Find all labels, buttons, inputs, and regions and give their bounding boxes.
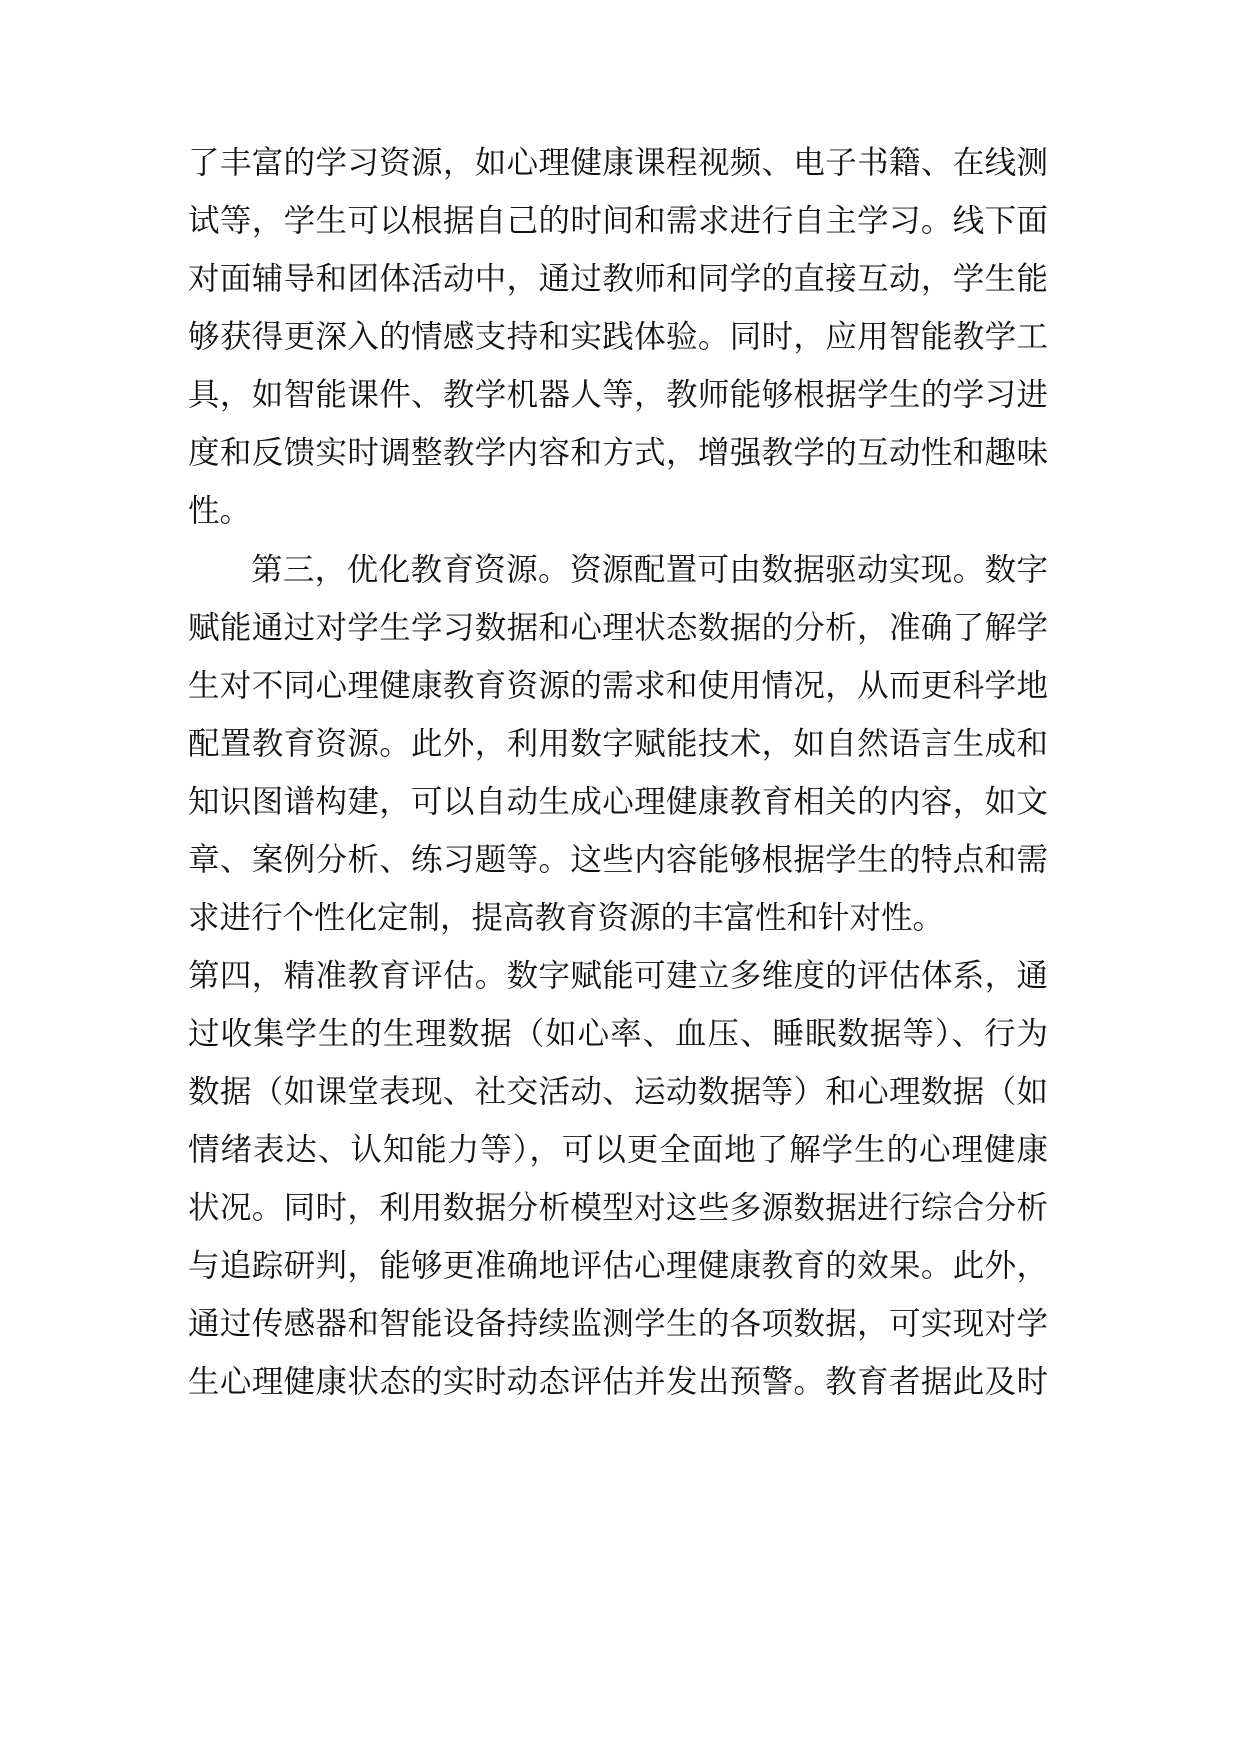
text-line: 生心理健康状态的实时动态评估并发出预警。教育者据此及时 (188, 1364, 1048, 1400)
text-line: 了丰富的学习资源，如心理健康课程视频、电子书籍、在线测 (188, 145, 1048, 181)
text-line: 知识图谱构建，可以自动生成心理健康教育相关的内容，如文 (188, 784, 1048, 820)
text-line: 试等，学生可以根据自己的时间和需求进行自主学习。线下面 (188, 203, 1048, 239)
text-line: 对面辅导和团体活动中，通过教师和同学的直接互动，学生能 (188, 261, 1048, 297)
text-line: 求进行个性化定制，提高教育资源的丰富性和针对性。 (188, 900, 945, 936)
text-line: 性。 (188, 493, 252, 529)
text-line: 具，如智能课件、教学机器人等，教师能够根据学生的学习进 (188, 377, 1048, 413)
text-line: 与追踪研判，能够更准确地评估心理健康教育的效果。此外， (188, 1248, 1048, 1284)
text-line: 状况。同时，利用数据分析模型对这些多源数据进行综合分析 (188, 1190, 1048, 1226)
text-line: 过收集学生的生理数据（如心率、血压、睡眠数据等）、行为 (188, 1016, 1048, 1052)
text-line: 通过传感器和智能设备持续监测学生的各项数据，可实现对学 (188, 1306, 1048, 1342)
text-line: 生对不同心理健康教育资源的需求和使用情况，从而更科学地 (188, 668, 1048, 704)
text-line: 情绪表达、认知能力等），可以更全面地了解学生的心理健康 (188, 1132, 1048, 1168)
paragraph-first-line: 第三，优化教育资源。资源配置可由数据驱动实现。数字 (251, 552, 1048, 588)
text-line: 配置教育资源。此外，利用数字赋能技术，如自然语言生成和 (188, 726, 1048, 762)
text-line: 数据（如课堂表现、社交活动、运动数据等）和心理数据（如 (188, 1074, 1048, 1110)
text-line: 赋能通过对学生学习数据和心理状态数据的分析，准确了解学 (188, 610, 1048, 646)
paragraph-first-line: 第四，精准教育评估。数字赋能可建立多维度的评估体系，通 (188, 958, 1048, 994)
text-line: 度和反馈实时调整教学内容和方式，增强教学的互动性和趣味 (188, 435, 1048, 471)
text-line: 够获得更深入的情感支持和实践体验。同时，应用智能教学工 (188, 319, 1048, 355)
text-line: 章、案例分析、练习题等。这些内容能够根据学生的特点和需 (188, 842, 1048, 878)
